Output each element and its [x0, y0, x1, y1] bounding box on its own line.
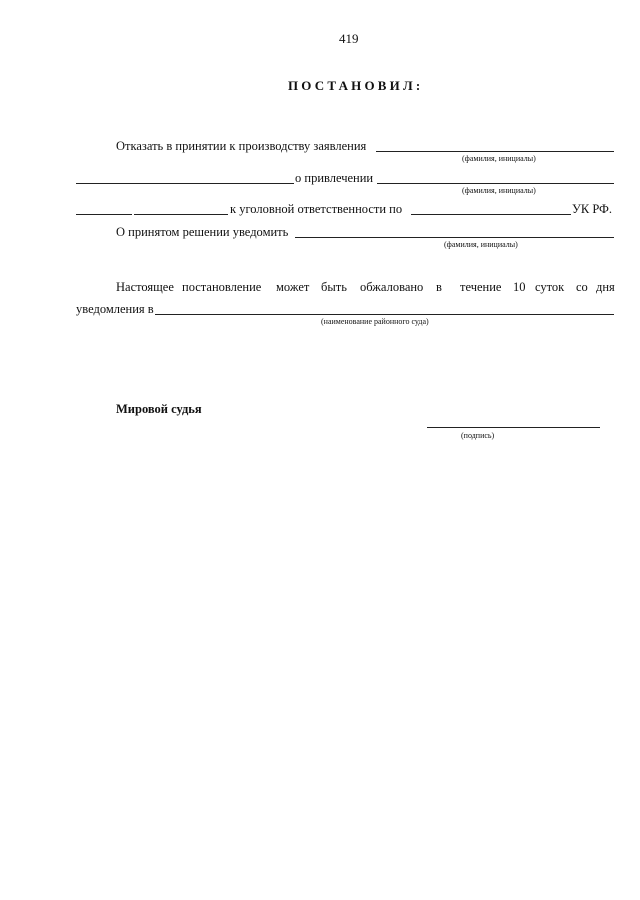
appeal-word: Настоящее [116, 280, 174, 294]
blank-row3-b[interactable] [134, 214, 228, 215]
appeal-word: может [276, 280, 310, 294]
name-blank-3[interactable] [295, 237, 614, 238]
signature-hint: (подпись) [461, 431, 495, 440]
name-hint-3: (фамилия, инициалы) [444, 240, 518, 249]
court-hint: (наименование районного суда) [321, 317, 429, 326]
appeal-word: обжаловано [360, 280, 424, 294]
signature-blank[interactable] [427, 427, 600, 428]
name-blank-2[interactable] [377, 183, 614, 184]
involve-text: о привлечении [295, 171, 374, 185]
name-blank-1[interactable] [376, 151, 614, 152]
appeal-word: течение [460, 280, 502, 294]
blank-row2-left[interactable] [76, 183, 294, 184]
appeal-word: суток [535, 280, 565, 294]
page-number: 419 [339, 31, 359, 46]
notice-text: уведомления в [76, 302, 154, 316]
court-blank[interactable] [155, 314, 614, 315]
appeal-word: 10 [513, 280, 526, 294]
code-text: УК РФ. [572, 202, 613, 216]
appeal-word: в [436, 280, 442, 294]
liability-text: к уголовной ответственности по [230, 202, 403, 216]
blank-row3-a[interactable] [76, 214, 132, 215]
name-hint-2: (фамилия, инициалы) [462, 186, 536, 195]
refuse-text: Отказать в принятии к производству заявления [116, 139, 367, 153]
appeal-word: со [576, 280, 588, 294]
judge-title: Мировой судья [116, 402, 202, 416]
appeal-word: быть [321, 280, 347, 294]
document-heading: ПОСТАНОВИЛ: [288, 78, 424, 93]
appeal-word: постановление [182, 280, 262, 294]
name-hint-1: (фамилия, инициалы) [462, 154, 536, 163]
notify-text: О принятом решении уведомить [116, 225, 289, 239]
appeal-word: дня [596, 280, 615, 294]
article-blank[interactable] [411, 214, 571, 215]
